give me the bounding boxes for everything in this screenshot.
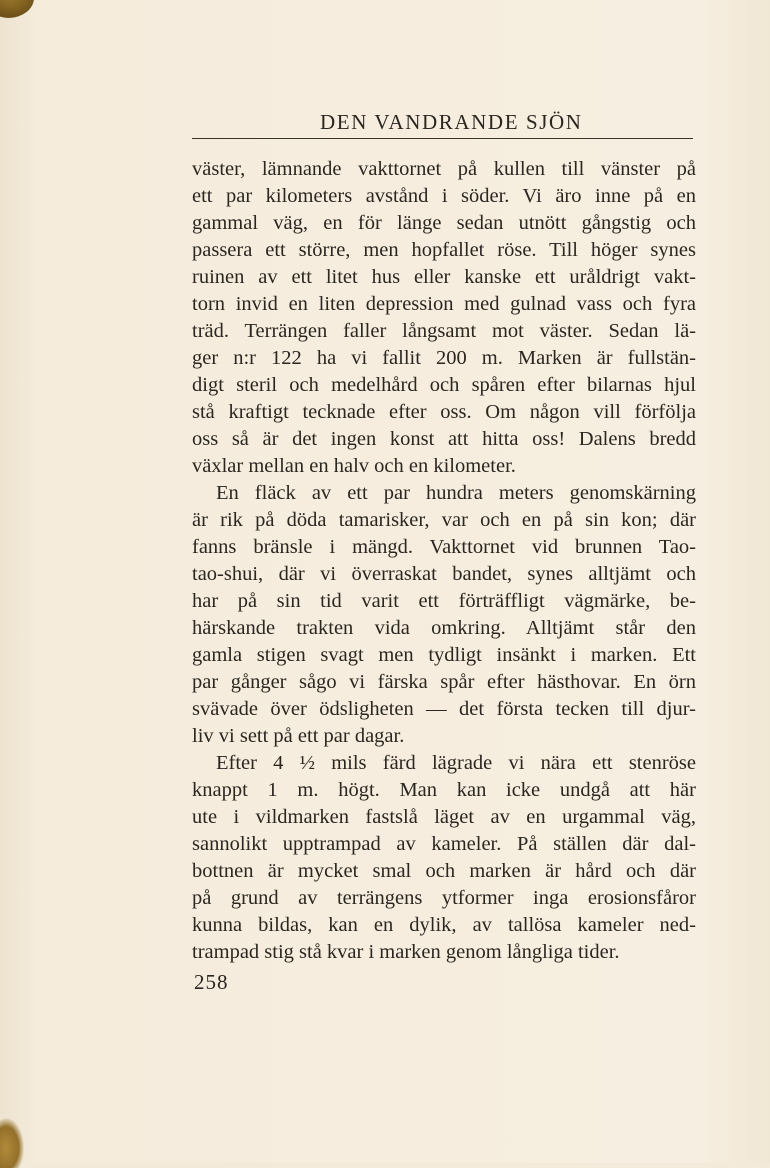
- text-line: kunna bildas, kan en dylik, av tallösa kameler ned-: [192, 914, 696, 936]
- text-line: En fläck av ett par hundra meters genomskärning: [216, 482, 696, 504]
- page-number: 258: [194, 970, 229, 994]
- text-line: Efter 4 ½ mils färd lägrade vi nära ett stenröse: [216, 752, 696, 774]
- text-line: väster, lämnande vakttornet på kullen till vänster på: [192, 158, 696, 180]
- text-line: ger n:r 122 ha vi fallit 200 m. Marken är fullstän-: [192, 347, 696, 369]
- text-line: passera ett större, men hopfallet röse. Till höger synes: [192, 239, 696, 261]
- text-line: trampad stig stå kvar i marken genom långliga tider.: [192, 941, 620, 963]
- text-line: svävade över ödsligheten — det första tecken till djur-: [192, 698, 696, 720]
- text-line: härskande trakten vida omkring. Alltjämt står den: [192, 617, 696, 639]
- text-line: gamla stigen svagt men tydligt insänkt i marken. Ett: [192, 644, 696, 666]
- text-line: knappt 1 m. högt. Man kan icke undgå att här: [192, 779, 696, 801]
- text-line: liv vi sett på ett par dagar.: [192, 725, 405, 747]
- text-line: träd. Terrängen faller långsamt mot väster. Sedan lä-: [192, 320, 696, 342]
- text-line: gammal väg, en för länge sedan utnött gångstig och: [192, 212, 696, 234]
- text-line: ett par kilometers avstånd i söder. Vi äro inne på en: [192, 185, 696, 207]
- text-line: digt steril och medelhård och spåren efter bilarnas hjul: [192, 374, 696, 396]
- text-line: växlar mellan en halv och en kilometer.: [192, 455, 516, 477]
- text-line: har på sin tid varit ett förträffligt vägmärke, be-: [192, 590, 696, 612]
- body-text: [192, 156, 696, 966]
- text-line: stå kraftigt tecknade efter oss. Om någon vill förfölja: [192, 401, 696, 423]
- text-line: tao-shui, där vi överraskat bandet, synes alltjämt och: [192, 563, 696, 585]
- text-line: torn invid en liten depression med gulnad vass och fyra: [192, 293, 696, 315]
- header-rule: [192, 138, 693, 139]
- text-line: oss så är det ingen konst att hitta oss! Dalens bredd: [192, 428, 696, 450]
- text-line: på grund av terrängens ytformer inga erosionsfåror: [192, 887, 696, 909]
- text-line: ruinen av ett litet hus eller kanske ett uråldrigt vakt-: [192, 266, 696, 288]
- running-header-title: DEN VANDRANDE SJÖN: [320, 110, 583, 134]
- text-line: är rik på döda tamarisker, var och en på sin kon; där: [192, 509, 696, 531]
- text-line: fanns bränsle i mängd. Vakttornet vid brunnen Tao-: [192, 536, 696, 558]
- text-line: par gånger sågo vi färska spår efter hästhovar. En örn: [192, 671, 696, 693]
- text-line: sannolikt upptrampad av kameler. På ställen där dal-: [192, 833, 696, 855]
- text-line: bottnen är mycket smal och marken är hård och där: [192, 860, 696, 882]
- text-line: ute i vildmarken fastslå läget av en urgammal väg,: [192, 806, 696, 828]
